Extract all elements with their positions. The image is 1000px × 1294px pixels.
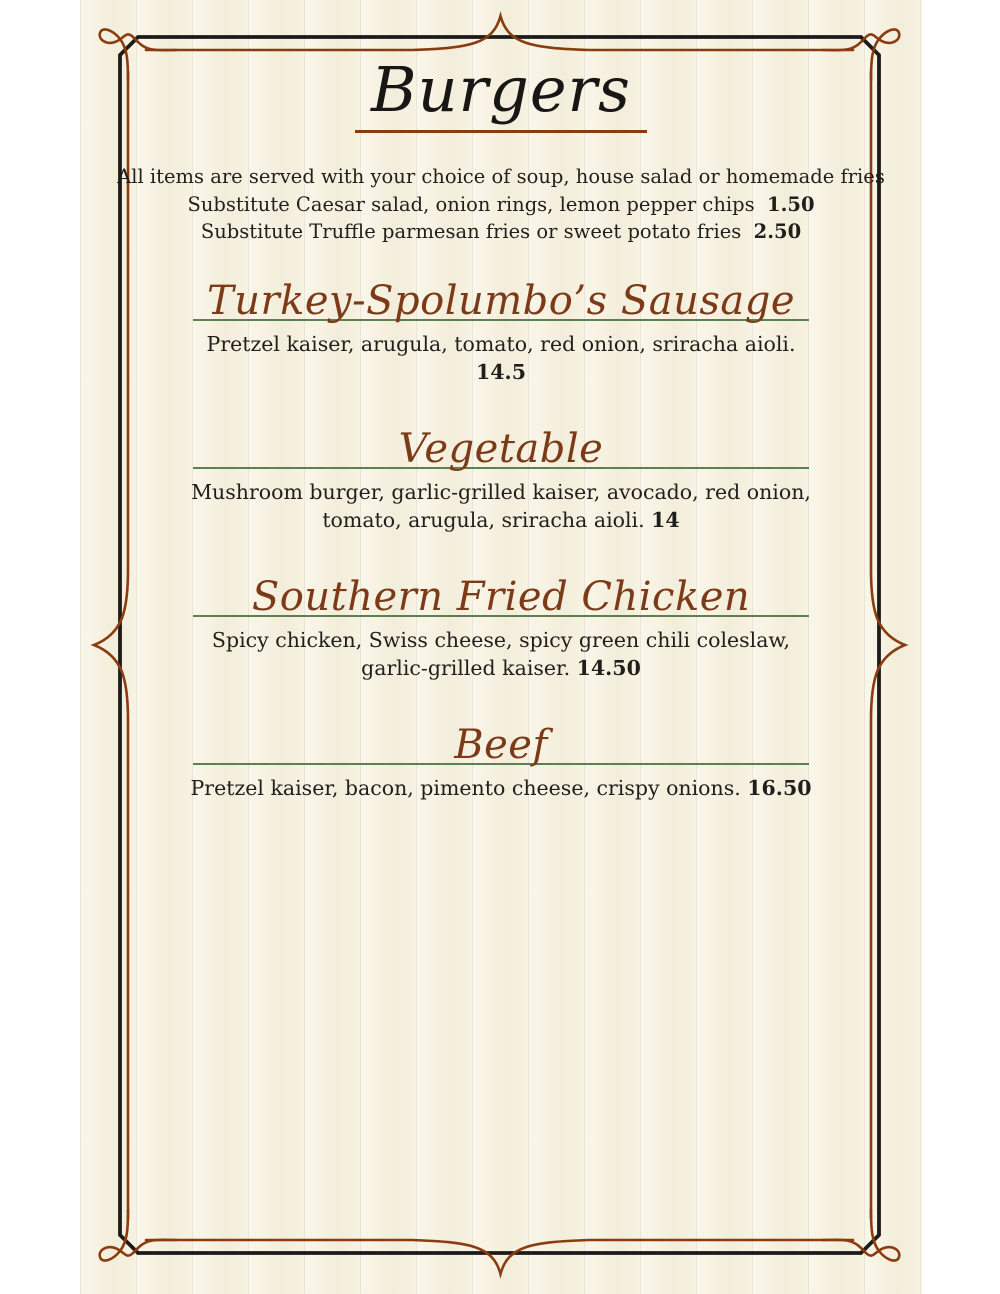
section-description-text: Spicy chicken, Swiss cheese, spicy green chili coleslaw, garlic-grilled kaiser. [211,627,791,680]
section-description-text: Mushroom burger, garlic-grilled kaiser, avocado, red onion, tomato, arugula, sriracha aioli. [191,479,811,532]
page-title-wrap [80,0,922,133]
section-price: 14 [651,507,680,532]
menu-section-turkey-spolumbos-sausage [80,278,922,386]
section-price: 14.50 [576,655,641,680]
section-description [179,774,824,802]
corner-loop-flourish-bottom-left [100,1210,176,1261]
section-description-text: Pretzel kaiser, bacon, pimento cheese, crispy onions. [190,775,741,800]
intro-line-3-price: 2.50 [753,220,802,243]
border-bottom-cusp-flourish [146,1240,853,1274]
intro-line-1-text: All items are served with your choice of soup, house salad or homemade fries [117,165,885,188]
section-price: 16.50 [747,775,812,800]
menu-content [80,0,922,802]
section-description [179,478,824,534]
section-description [179,626,824,682]
section-heading: Turkey-Spolumbo’s Sausage [207,277,795,324]
menu-section-beef [80,722,922,802]
section-heading: Beef [454,721,548,768]
corner-loop-flourish-bottom-right [823,1210,899,1261]
page-title: Burgers [355,56,647,133]
section-heading: Vegetable [398,425,604,472]
section-description-text: Pretzel kaiser, arugula, tomato, red onion, sriracha aioli. [206,331,796,356]
menu-page [80,0,922,1294]
menu-section-southern-fried-chicken [80,574,922,682]
intro-line-3 [80,218,922,246]
intro-line-3-text: Substitute Truffle parmesan fries or sweet potato fries [200,220,742,243]
menu-section-vegetable [80,426,922,534]
intro-notes [80,163,922,246]
intro-line-2-price: 1.50 [767,192,815,216]
section-description [179,330,824,386]
section-price: 14.5 [476,359,526,384]
intro-line-1 [80,163,922,191]
intro-line-2-text: Substitute Caesar salad, onion rings, lemon pepper chips [187,192,755,216]
section-heading: Southern Fried Chicken [251,573,751,620]
intro-line-2 [80,191,922,219]
